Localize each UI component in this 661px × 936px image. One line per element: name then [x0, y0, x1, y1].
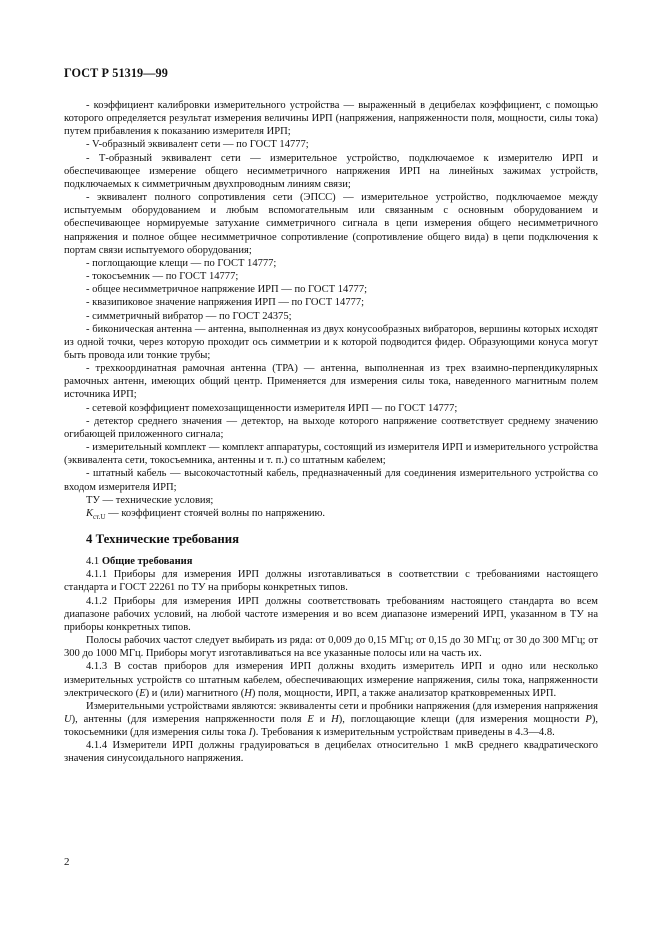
- symbol-i: I: [248, 727, 253, 739]
- definition-item: - токосъемник — по ГОСТ 14777;: [86, 271, 239, 283]
- abbrev-k-subscript: ст.U: [93, 512, 106, 521]
- paragraph-4-1-2-bands: Полосы рабочих частот следует выбирать из ряда: от 0,009 до 0,15 МГц; от 0,15 до 30 МГц; от 30 до 300 МГц; от 300 до 1000 МГц. Приборы могут изготавливаться на все указанные полосы или на часть их.: [64, 635, 598, 660]
- text-run: ), антенны (для измерения напряженности поля: [71, 713, 308, 725]
- definition-item: - коэффициент калибровки измерительного устройства — выраженный в децибелах коэффициент, с помощью которого определяется результат измерения величины ИРП (напряжения, напряженности поля, мощности, силы тока) путем прибавления к показанию измерителя ИРП;: [64, 100, 598, 138]
- text-run: ) и (или) магнитного (: [145, 687, 245, 699]
- definition-item: - штатный кабель — высокочастотный кабель, предназначенный для соединения измерительного устройства со входом измерителя ИРП;: [64, 468, 598, 493]
- text-run: Измерительными устройствами являются: эквиваленты сети и пробники напряжения (для измерения напряжения: [86, 700, 598, 712]
- paragraph-4-1-1: 4.1.1 Приборы для измерения ИРП должны изготавливаться в соответствии с требованиями настоящего стандарта и ГОСТ 22261 по ТУ на приборы конкретных типов.: [64, 569, 598, 594]
- text-run: 4.1.3 В состав приборов для измерения ИРП должны входить измеритель ИРП и одно или несколько измерительных устройств со штатным кабелем, обеспечивающих измерение напряжения, силы тока, напряженности электрического (: [64, 661, 598, 699]
- symbol-e: E: [307, 713, 314, 725]
- definition-item: - общее несимметричное напряжение ИРП — по ГОСТ 14777;: [86, 284, 368, 296]
- subsection-number: 4.1: [86, 556, 102, 568]
- abbrev-tu: ТУ — технические условия;: [86, 494, 214, 506]
- definition-item: - поглощающие клещи — по ГОСТ 14777;: [86, 257, 277, 269]
- text-run: ), токосъемники (для измерения силы тока: [64, 713, 599, 739]
- text-run: и: [313, 713, 332, 725]
- section-title: 4 Технические требования: [86, 532, 240, 547]
- paragraph-4-1-4: 4.1.4 Измерители ИРП должны градуироваться в децибелах относительно 1 мкВ среднего квадратического значения синусоидального напряжения.: [64, 740, 598, 765]
- paragraph-4-1-3: [64, 660, 598, 699]
- definition-item: - симметричный вибратор — по ГОСТ 24375;: [86, 310, 292, 322]
- definitions-list: [64, 99, 598, 494]
- definition-item: - Т-образный эквивалент сети — измерительное устройство, подключаемое к измерителю ИРП и обеспечивающее измерение общего несимметричного напряжения ИРП на линейных зажимах устройств, подключаемых к симметричным двухпроводным линиям связи;: [64, 152, 598, 190]
- definition-item: - квазипиковое значение напряжения ИРП — по ГОСТ 14777;: [86, 297, 365, 309]
- page-number: 2: [64, 856, 70, 868]
- paragraph-4-1-3-devices: [64, 700, 598, 739]
- definition-item: - детектор среднего значения — детектор, на выходе которого напряжение соответствует среднему значению огибающей приложенного сигнала;: [64, 415, 598, 440]
- abbrev-k-text: — коэффициент стоячей волны по напряжению.: [105, 507, 326, 519]
- definition-item: - биконическая антенна — антенна, выполненная из двух конусообразных вибраторов, вершины которых исходят из одной точки, через которую проходит ось симметрии и к которой подводится фидер. Образующими конуса могут быть провода или тонкие трубы;: [64, 323, 598, 361]
- document-body: [64, 99, 598, 766]
- symbol-p: P: [585, 713, 592, 725]
- paragraph-4-1-2: 4.1.2 Приборы для измерения ИРП должны соответствовать требованиям настоящего стандарта во всем диапазоне рабочих условий, на любой частоте измерения и во всем диапазоне измерений ИРП, указанном в ТУ на приборы конкретных типов.: [64, 595, 598, 633]
- symbol-u: U: [64, 713, 72, 725]
- definition-item: - сетевой коэффициент помехозащищенности измерителя ИРП — по ГОСТ 14777;: [86, 402, 458, 414]
- definition-item: - эквивалент полного сопротивления сети (ЭПСС) — измерительное устройство, подключаемое между испытуемым оборудованием и любым вспомогательным или связанным с основным оборудованием и обеспечивающее нормируемые затухание симметричного сигнала в цепи измерения общего несимметричного напряжения и полное общее несимметричное сопротивление (сопротивление общего вида) в цепи подключения к портам связи испытуемого оборудования;: [64, 192, 598, 256]
- abbrev-kstu: [64, 507, 598, 524]
- subsection-title: Общие требования: [101, 556, 193, 568]
- standard-header: ГОСТ Р 51319—99: [64, 66, 168, 80]
- text-run: ). Требования к измерительным устройствам приведены в 4.3—4.8.: [252, 727, 555, 739]
- abbrev-k-symbol: K: [86, 507, 94, 519]
- definition-item: - V-образный эквивалент сети — по ГОСТ 14777;: [86, 139, 309, 151]
- symbol-e: E: [139, 687, 146, 699]
- symbol-h: H: [331, 713, 339, 725]
- definition-item: - измерительный комплект — комплект аппаратуры, состоящий из измерителя ИРП и измерительного устройства (эквивалента сети, токосъемника, антенны и т. п.) со штатным кабелем;: [64, 442, 598, 467]
- symbol-h: H: [244, 687, 252, 699]
- text-run: ), поглощающие клещи (для измерения мощности: [338, 713, 586, 725]
- definition-item: - трехкоординатная рамочная антенна (ТРА) — антенна, выполненная из трех взаимно-перпендикулярных рамочных антенн, имеющих общий центр. Применяется для измерения силы тока, наведенного магнитным полем источника ИРП;: [64, 363, 598, 401]
- text-run: ) поля, мощности, ИРП, а также анализатор кратковременных ИРП.: [251, 687, 557, 699]
- subsection-heading: [86, 555, 598, 568]
